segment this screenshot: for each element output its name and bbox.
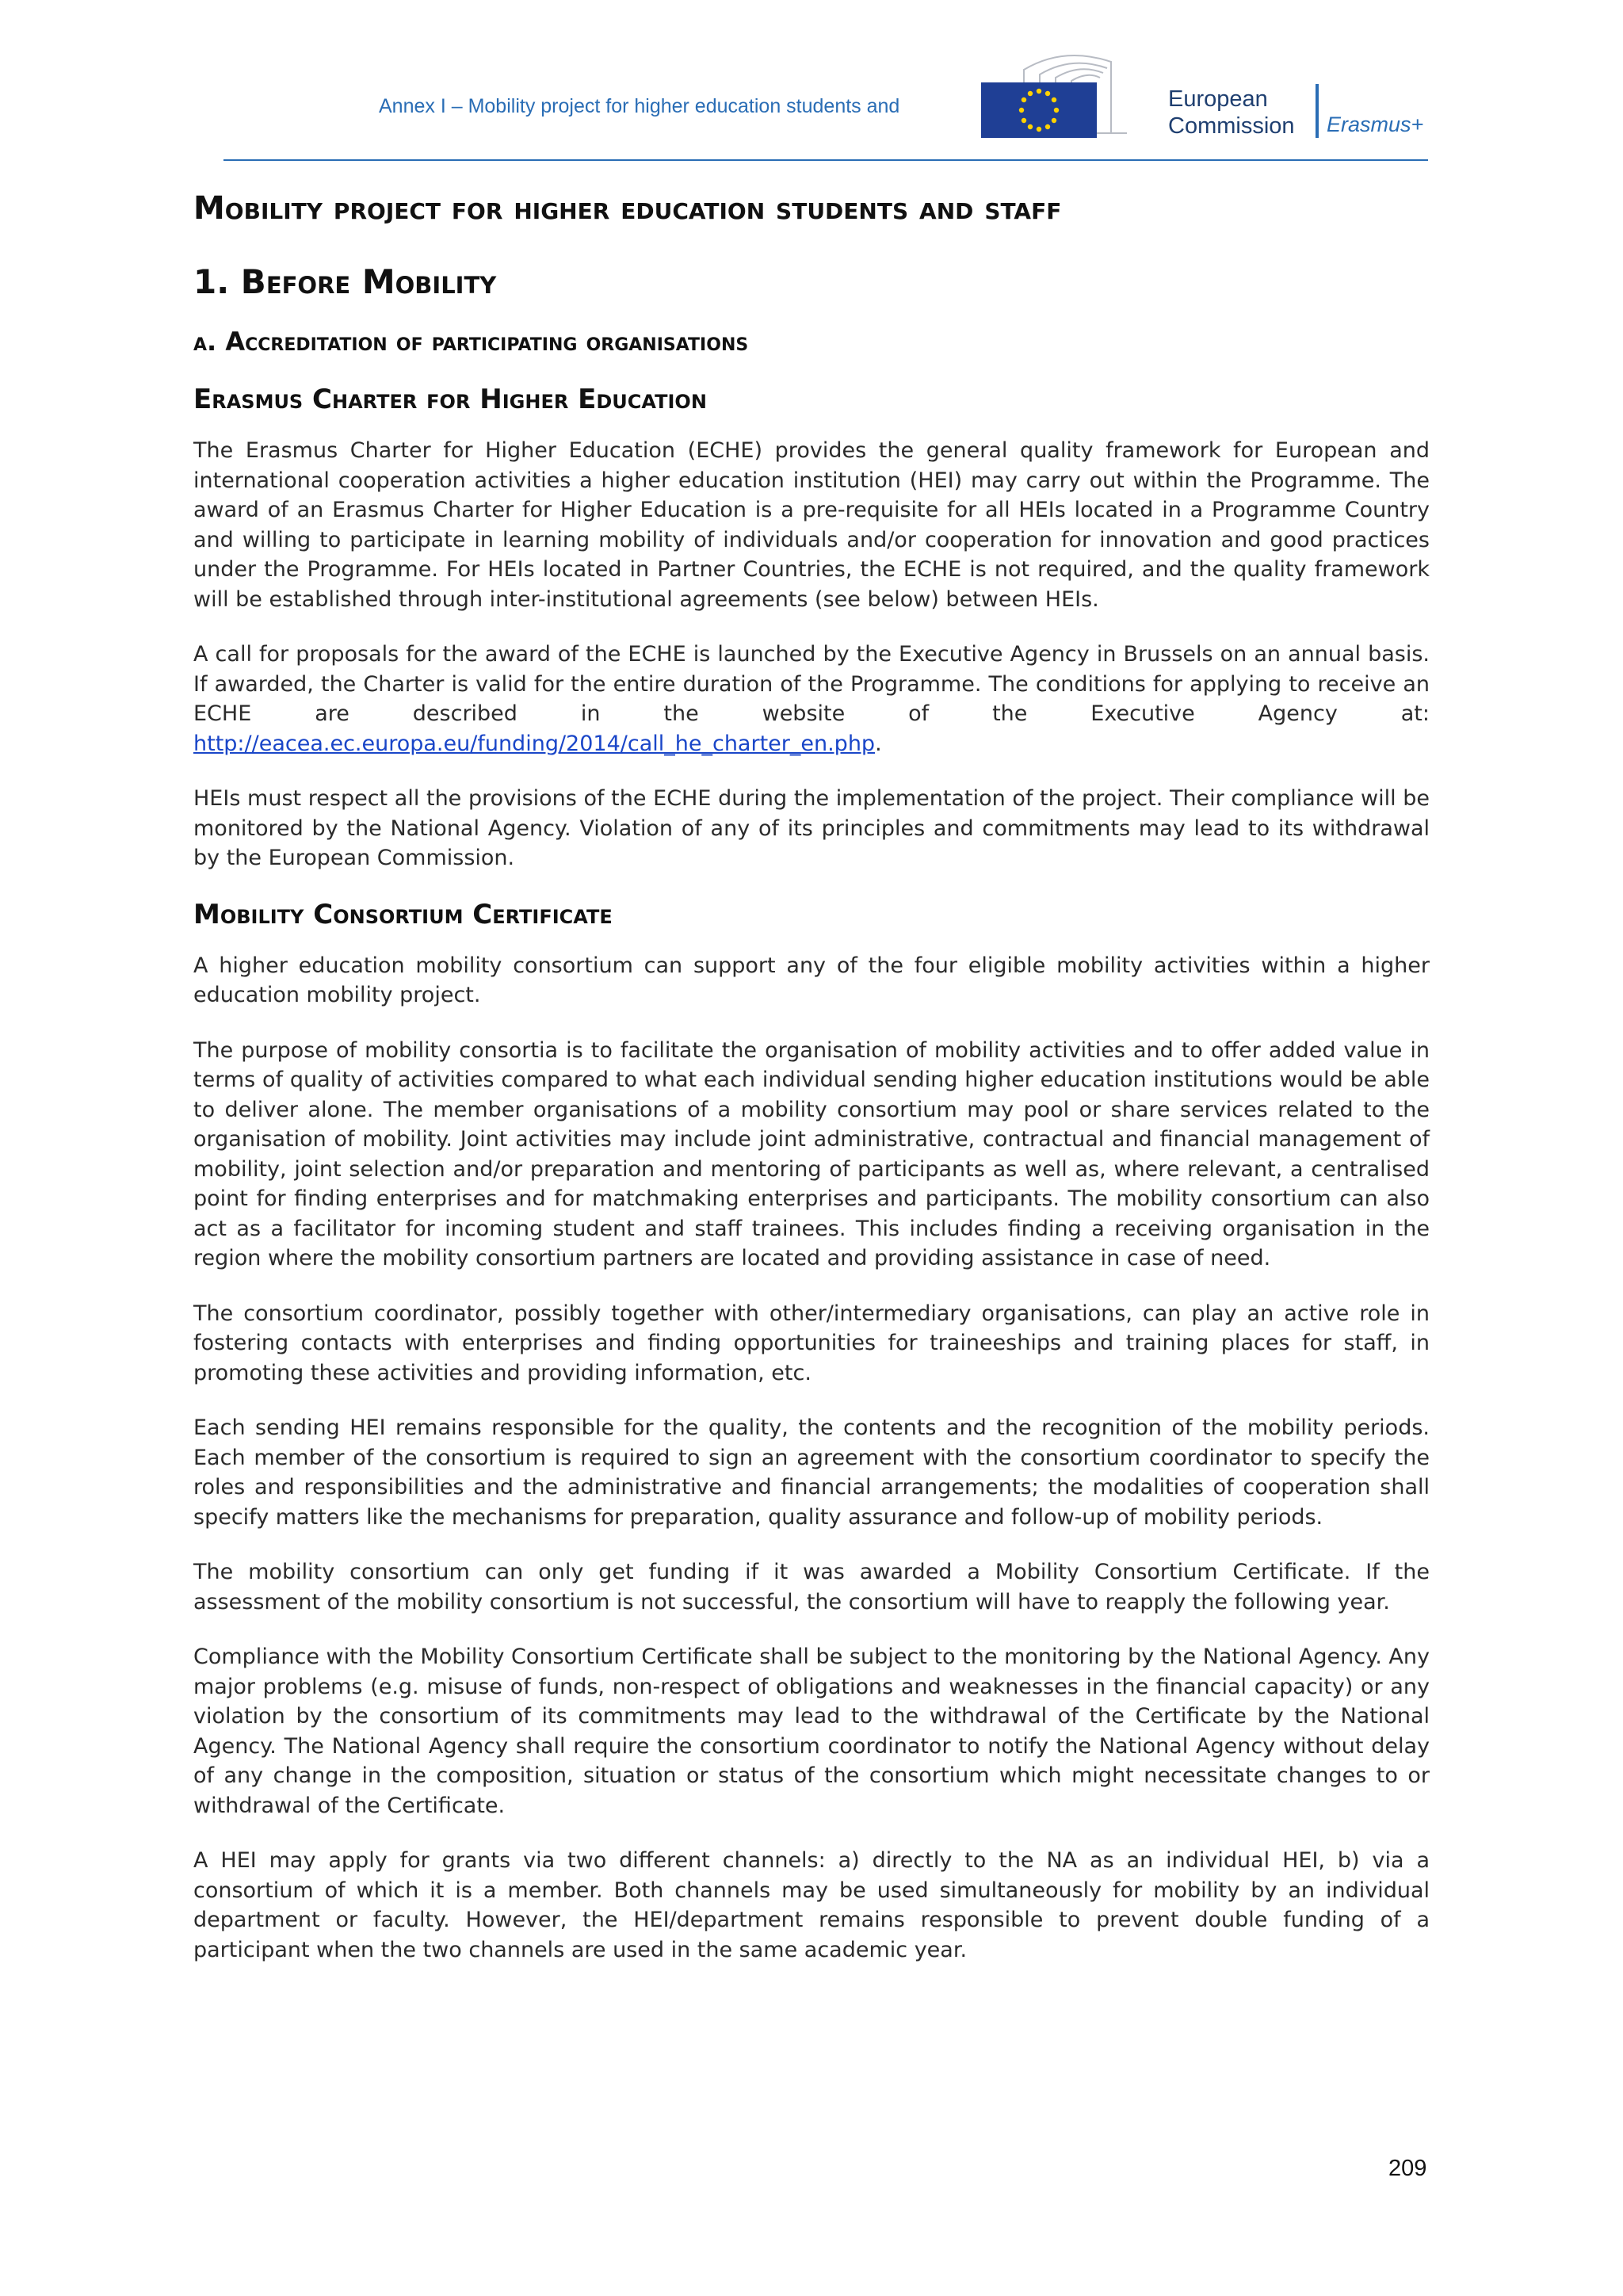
consortium-paragraph-4: Each sending HEI remains responsible for the quality, the contents and the recognition of the mobility periods. Each member of the consortium is required to sign an agreement with the consortium coordinator to specify the roles and responsibilities and the administrative and financial arrangements; the modalities of cooperation shall specify matters like the mechanisms for preparation, quality assurance and follow-up of mobility periods. [193, 1415, 1430, 1530]
european-commission-logo-text: European Commission [1168, 86, 1295, 139]
page-number: 209 [1388, 2156, 1427, 2181]
page-header [0, 0, 1623, 166]
annex-header-text: Annex I – Mobility project for higher education students and [379, 95, 900, 117]
logo-separator [1316, 84, 1319, 138]
eu-flag-icon [981, 82, 1097, 138]
consortium-paragraph-3: The consortium coordinator, possibly together with other/intermediary organisations, can play an active role in fostering contacts with enterprises and finding opportunities for traineeships and training places for staff, in promoting these activities and providing information, etc. [193, 1301, 1430, 1385]
heading-eche: Erasmus Charter for Higher Education [193, 384, 707, 415]
document-title: Mobility project for higher education students and staff [193, 190, 1062, 227]
header-rule [223, 159, 1428, 161]
document-body [193, 184, 1430, 1965]
section-heading-before-mobility: 1. Before Mobility [193, 262, 497, 301]
eche-paragraph-3: HEIs must respect all the provisions of the ECHE during the implementation of the project. Their compliance will be monitored by the National Agency. Violation of any of its principles and commitments may lead to its withdrawal by the European Commission. [193, 786, 1430, 870]
consortium-paragraph-2: The purpose of mobility consortia is to facilitate the organisation of mobility activities and to offer added value in terms of quality of activities compared to what each individual sending higher education institutions would be able to deliver alone. The member organisations of a mobility consortium may pool or share services related to the organisation of mobility. Joint activities may include joint administrative, contractual and financial management of mobility, joint selection and/or preparation and mentoring of participants as well as, where relevant, a centralised point for finding enterprises and for matchmaking enterprises and participants. The mobility consortium can also act as a facilitator for incoming student and staff trainees. This includes finding a receiving organisation in the region where the mobility consortium partners are located and providing assistance in case of need. [193, 1037, 1430, 1270]
subsection-heading-accreditation: a. Accreditation of participating organisations [193, 327, 749, 357]
eche-paragraph-2: A call for proposals for the award of the ECHE is launched by the Executive Agency in Brussels on an annual basis. If awarded, the Charter is valid for the entire duration of the Programme. The conditions for applying to receive an ECHE are described in the website of the Executive Agency at: http://eacea.ec.europa.eu/funding/2014/call_he_charter_en.php. [193, 642, 1430, 756]
consortium-paragraph-1: A higher education mobility consortium can support any of the four eligible mobility activities within a higher education mobility project. [193, 953, 1430, 1007]
eche-charter-link[interactable]: http://eacea.ec.europa.eu/funding/2014/call_he_charter_en.php [193, 731, 876, 756]
consortium-paragraph-6: Compliance with the Mobility Consortium Certificate shall be subject to the monitoring by the National Agency. Any major problems (e.g. misuse of funds, non-respect of obligations and weaknesses in the financial capacity) or any violation by the consortium of its commitments may lead to the withdrawal of the Certificate by the National Agency. The National Agency shall require the consortium coordinator to notify the National Agency without delay of any change in the composition, situation or status of the consortium which might necessitate changes to or withdrawal of the Certificate. [193, 1645, 1430, 1818]
erasmus-plus-logo-text: Erasmus+ [1327, 113, 1424, 136]
consortium-paragraph-7: A HEI may apply for grants via two different channels: a) directly to the NA as an individual HEI, b) via a consortium of which it is a member. Both channels may be used simultaneously for mobility by an individual department or faculty. However, the HEI/department remains responsible to prevent double funding of a participant when the two channels are used in the same academic year. [193, 1848, 1430, 1962]
heading-mobility-consortium-certificate: Mobility Consortium Certificate [193, 898, 613, 930]
consortium-paragraph-5: The mobility consortium can only get funding if it was awarded a Mobility Consortium Certificate. If the assessment of the mobility consortium is not successful, the consortium will have to reapply the following year. [193, 1560, 1430, 1614]
eche-paragraph-1: The Erasmus Charter for Higher Education (ECHE) provides the general quality framework for European and international cooperation activities a higher education institution (HEI) may carry out within the Programme. The award of an Erasmus Charter for Higher Education is a pre-requisite for all HEIs located in a Programme Country and willing to participate in learning mobility of individuals and/or cooperation for innovation and good practices under the Programme. For HEIs located in Partner Countries, the ECHE is not required, and the quality framework will be established through inter-institutional agreements (see below) between HEIs. [193, 438, 1430, 612]
